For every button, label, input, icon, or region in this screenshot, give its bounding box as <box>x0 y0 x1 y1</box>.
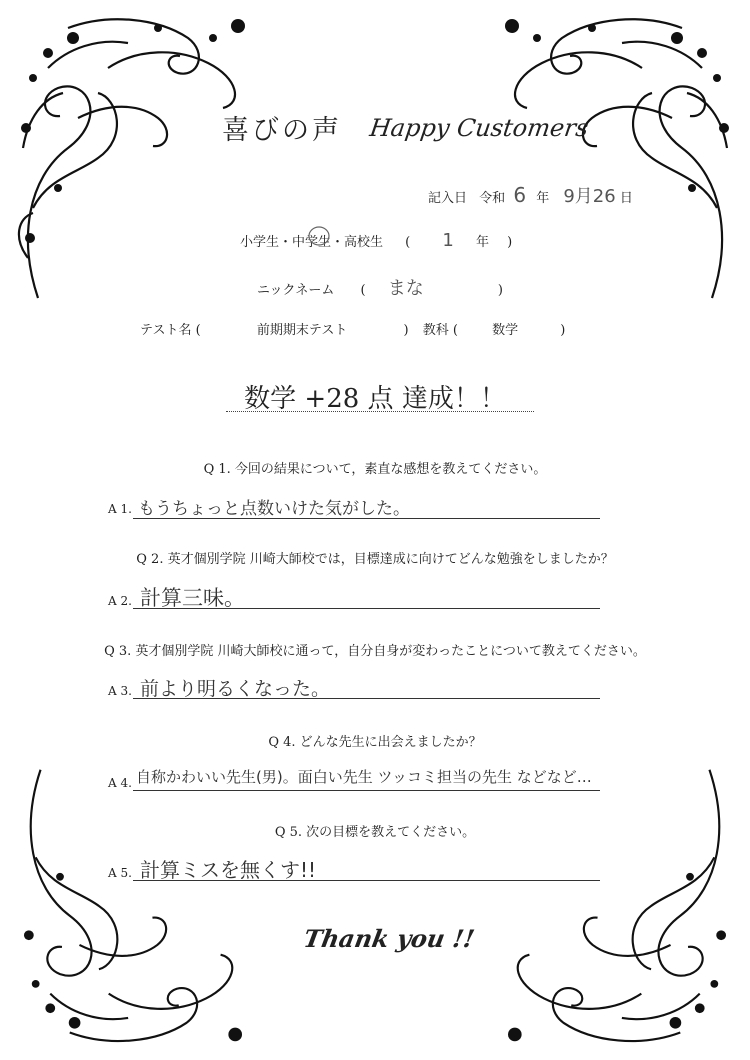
answer-3-text: 前より明るくなった。 <box>140 678 331 700</box>
test-row <box>140 319 565 338</box>
nickname-label: ニックネーム <box>257 283 335 298</box>
question-2: Q 2. 英才個別学院 川崎大師校では，目標達成に向けてどんな勉強をしましたか？ <box>136 552 614 567</box>
nickname-paren-close: ) <box>497 283 503 298</box>
nickname-row <box>257 274 503 300</box>
answer-1-text: もうちょっと点数いけた気がした。 <box>138 499 410 519</box>
school-paren-close: ) <box>507 235 513 250</box>
answer-5-label: A 5. <box>108 866 132 880</box>
page-title-en: Happy Customers <box>368 114 591 142</box>
subject-label: 教科 <box>422 323 449 338</box>
test-paren-open: ( <box>195 323 201 338</box>
school-grade-unit: 年 <box>475 235 489 250</box>
school-label: 小学生・中学生・高校生 <box>240 235 384 250</box>
date-year-value: 6 <box>513 183 527 207</box>
nickname-paren-open: ( <box>360 283 366 298</box>
date-month-day-value: 9月26 <box>563 186 616 207</box>
subject-value: 数学 <box>492 323 519 338</box>
answer-2-label: A 2. <box>108 594 132 608</box>
answer-3-label: A 3. <box>108 684 132 698</box>
school-paren-open: ( <box>405 235 411 250</box>
corner-ornament-bottom-left <box>8 760 258 1052</box>
grade-circle-mark <box>307 224 331 248</box>
test-name-value: 前期期末テスト <box>256 323 348 338</box>
achievement-banner: 数学 +28 点 達成！！ <box>244 384 506 414</box>
corner-ornament-top-right <box>492 8 742 308</box>
thank-you-text: Thank you !! <box>301 924 477 953</box>
subject-paren-open: ( <box>452 323 458 338</box>
page-title-jp: 喜びの声 <box>222 115 342 146</box>
date-era: 令和 <box>479 191 506 206</box>
question-4: Q 4. どんな先生に出会えましたか？ <box>268 735 482 750</box>
answer-2-text: 計算三味。 <box>140 586 245 610</box>
answer-4-label: A 4. <box>108 776 132 790</box>
corner-ornament-bottom-right <box>492 760 742 1052</box>
date-row <box>428 182 633 208</box>
test-label: テスト名 <box>140 323 192 338</box>
answer-1-label: A 1. <box>108 502 132 516</box>
answer-4-text: 自称かわいい先生(男)。面白い先生 ツッコミ担当の先生 などなど… <box>136 768 592 786</box>
date-year-unit: 年 <box>536 191 550 206</box>
question-5: Q 5. 次の目標を教えてください。 <box>274 825 476 840</box>
nickname-value: まな <box>387 278 424 299</box>
test-paren-close: ) <box>403 323 409 338</box>
date-label: 記入日 <box>428 191 468 206</box>
date-day-unit: 日 <box>619 191 633 206</box>
question-1: Q 1. 今回の結果について，素直な感想を教えてください。 <box>203 462 547 477</box>
corner-ornament-top-left <box>8 8 258 308</box>
question-3: Q 3. 英才個別学院 川崎大師校に通って，自分自身が変わったことについて教えてください。 <box>104 644 646 659</box>
achievement-underline <box>226 411 534 412</box>
school-row <box>240 230 512 251</box>
answer-4-line <box>133 790 600 791</box>
school-grade-value: 1 <box>442 230 454 251</box>
answer-5-text: 計算ミスを無くす!! <box>140 858 317 882</box>
subject-paren-close: ) <box>560 323 566 338</box>
